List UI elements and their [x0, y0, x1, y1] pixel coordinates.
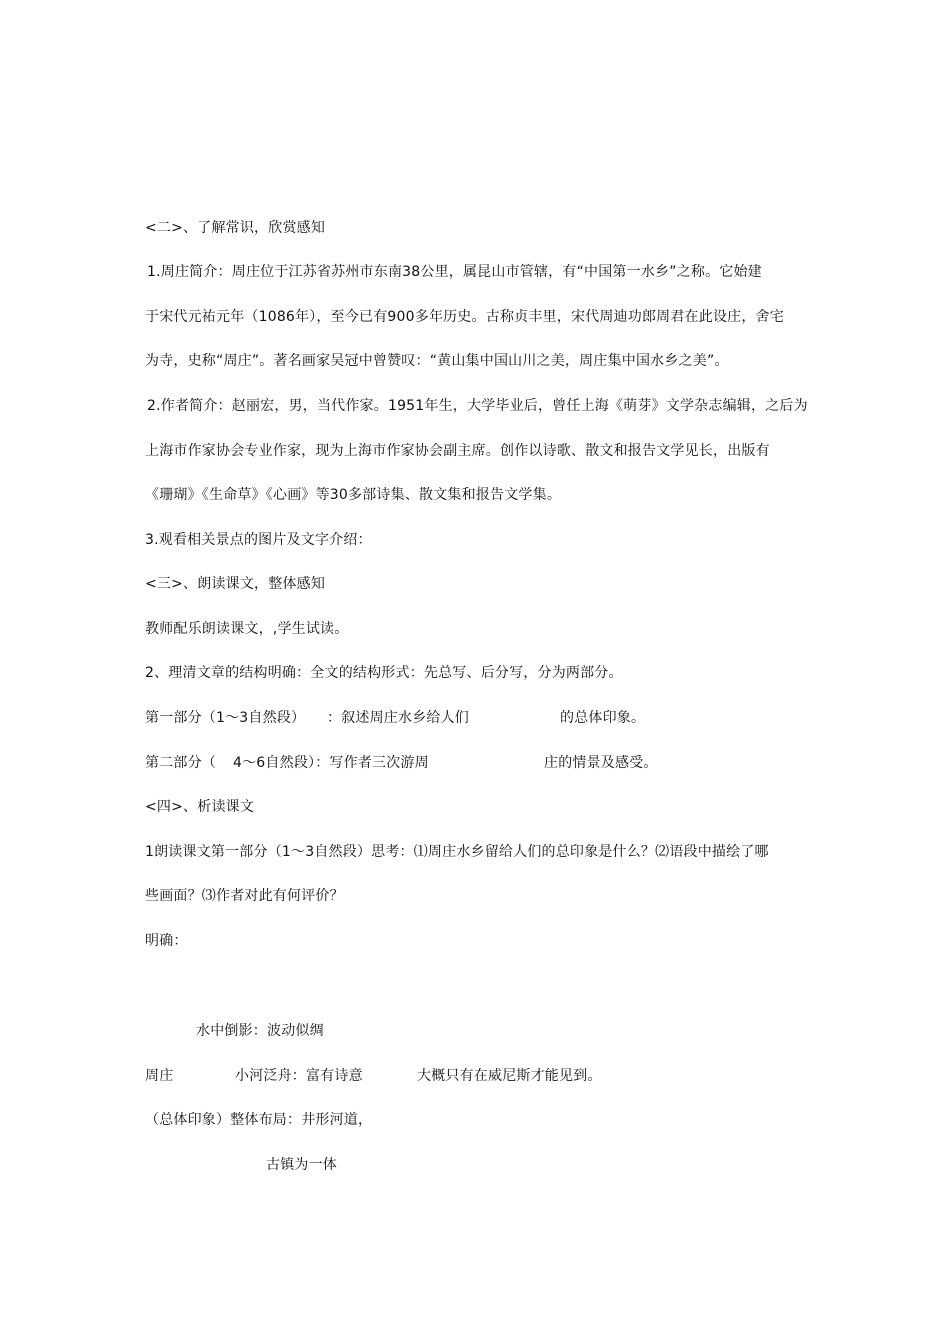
teacher-reading: 教师配乐朗读课文，,学生试读。	[145, 621, 349, 637]
structure-line: 2、理清文章的结构明确：全文的结构形式：先总写、后分写，分为两部分。	[145, 665, 623, 681]
part1-end: 的总体印象。	[560, 710, 646, 726]
section4-heading: <四>、析读课文	[145, 799, 255, 815]
answer-label: 明确：	[145, 933, 188, 949]
question-line-1: 1朗读课文第一部分（1～3自然段）思考：⑴周庄水乡留给人们的总印象是什么？⑵语段中描绘了哪	[145, 844, 769, 860]
part2-end: 庄的情景及感受。	[544, 755, 658, 771]
part1-desc: ：叙述周庄水乡给人们	[327, 710, 469, 726]
zhouzhuang-intro-line-1: 1.周庄简介：周庄位于江苏省苏州市东南38公里，属昆山市管辖，有“中国第一水乡”之称。它始建	[147, 264, 762, 280]
diagram-town: 古镇为一体	[266, 1157, 337, 1173]
section3-heading: <三>、朗读课文，整体感知	[145, 576, 326, 592]
item-3: 3.观看相关景点的图片及文字介绍：	[145, 532, 372, 548]
diagram-zhouzhuang: 周庄	[145, 1068, 174, 1084]
zhouzhuang-intro-line-3: 为寺，史称“周庄”。著名画家吴冠中曾赞叹：“黄山集中国山川之美，周庄集中国水乡之美”。	[145, 353, 729, 369]
author-intro-line-3: 《珊瑚》《生命草》《心画》等30多部诗集、散文集和报告文学集。	[145, 487, 562, 503]
diagram-venice: 大概只有在威尼斯才能见到。	[417, 1068, 602, 1084]
question-line-2: 些画面？⑶作者对此有何评价？	[145, 888, 344, 904]
diagram-reflection: 水中倒影：波动似绸	[196, 1023, 324, 1039]
section2-heading: <二>、了解常识，欣赏感知	[145, 220, 326, 236]
part2-label: 第二部分（	[145, 755, 216, 771]
diagram-overall: （总体印象）整体布局：井形河道，	[145, 1112, 373, 1128]
part2-desc: 4～6自然段）：写作者三次游周	[233, 755, 429, 771]
diagram-boat: 小河泛舟：富有诗意	[235, 1068, 363, 1084]
zhouzhuang-intro-line-2: 于宋代元祐元年（1086年），至今已有900多年历史。古称贞丰里，宋代周迪功郎周君在此设庄，舍宅	[145, 309, 784, 325]
part1-label: 第一部分（1～3自然段）	[145, 710, 306, 726]
author-intro-line-1: 2.作者简介：赵丽宏，男，当代作家。1951年生，大学毕业后，曾任上海《萌芽》文学杂志编辑，之后为	[147, 398, 808, 414]
author-intro-line-2: 上海市作家协会专业作家，现为上海市作家协会副主席。创作以诗歌、散文和报告文学见长，出版有	[145, 443, 770, 459]
